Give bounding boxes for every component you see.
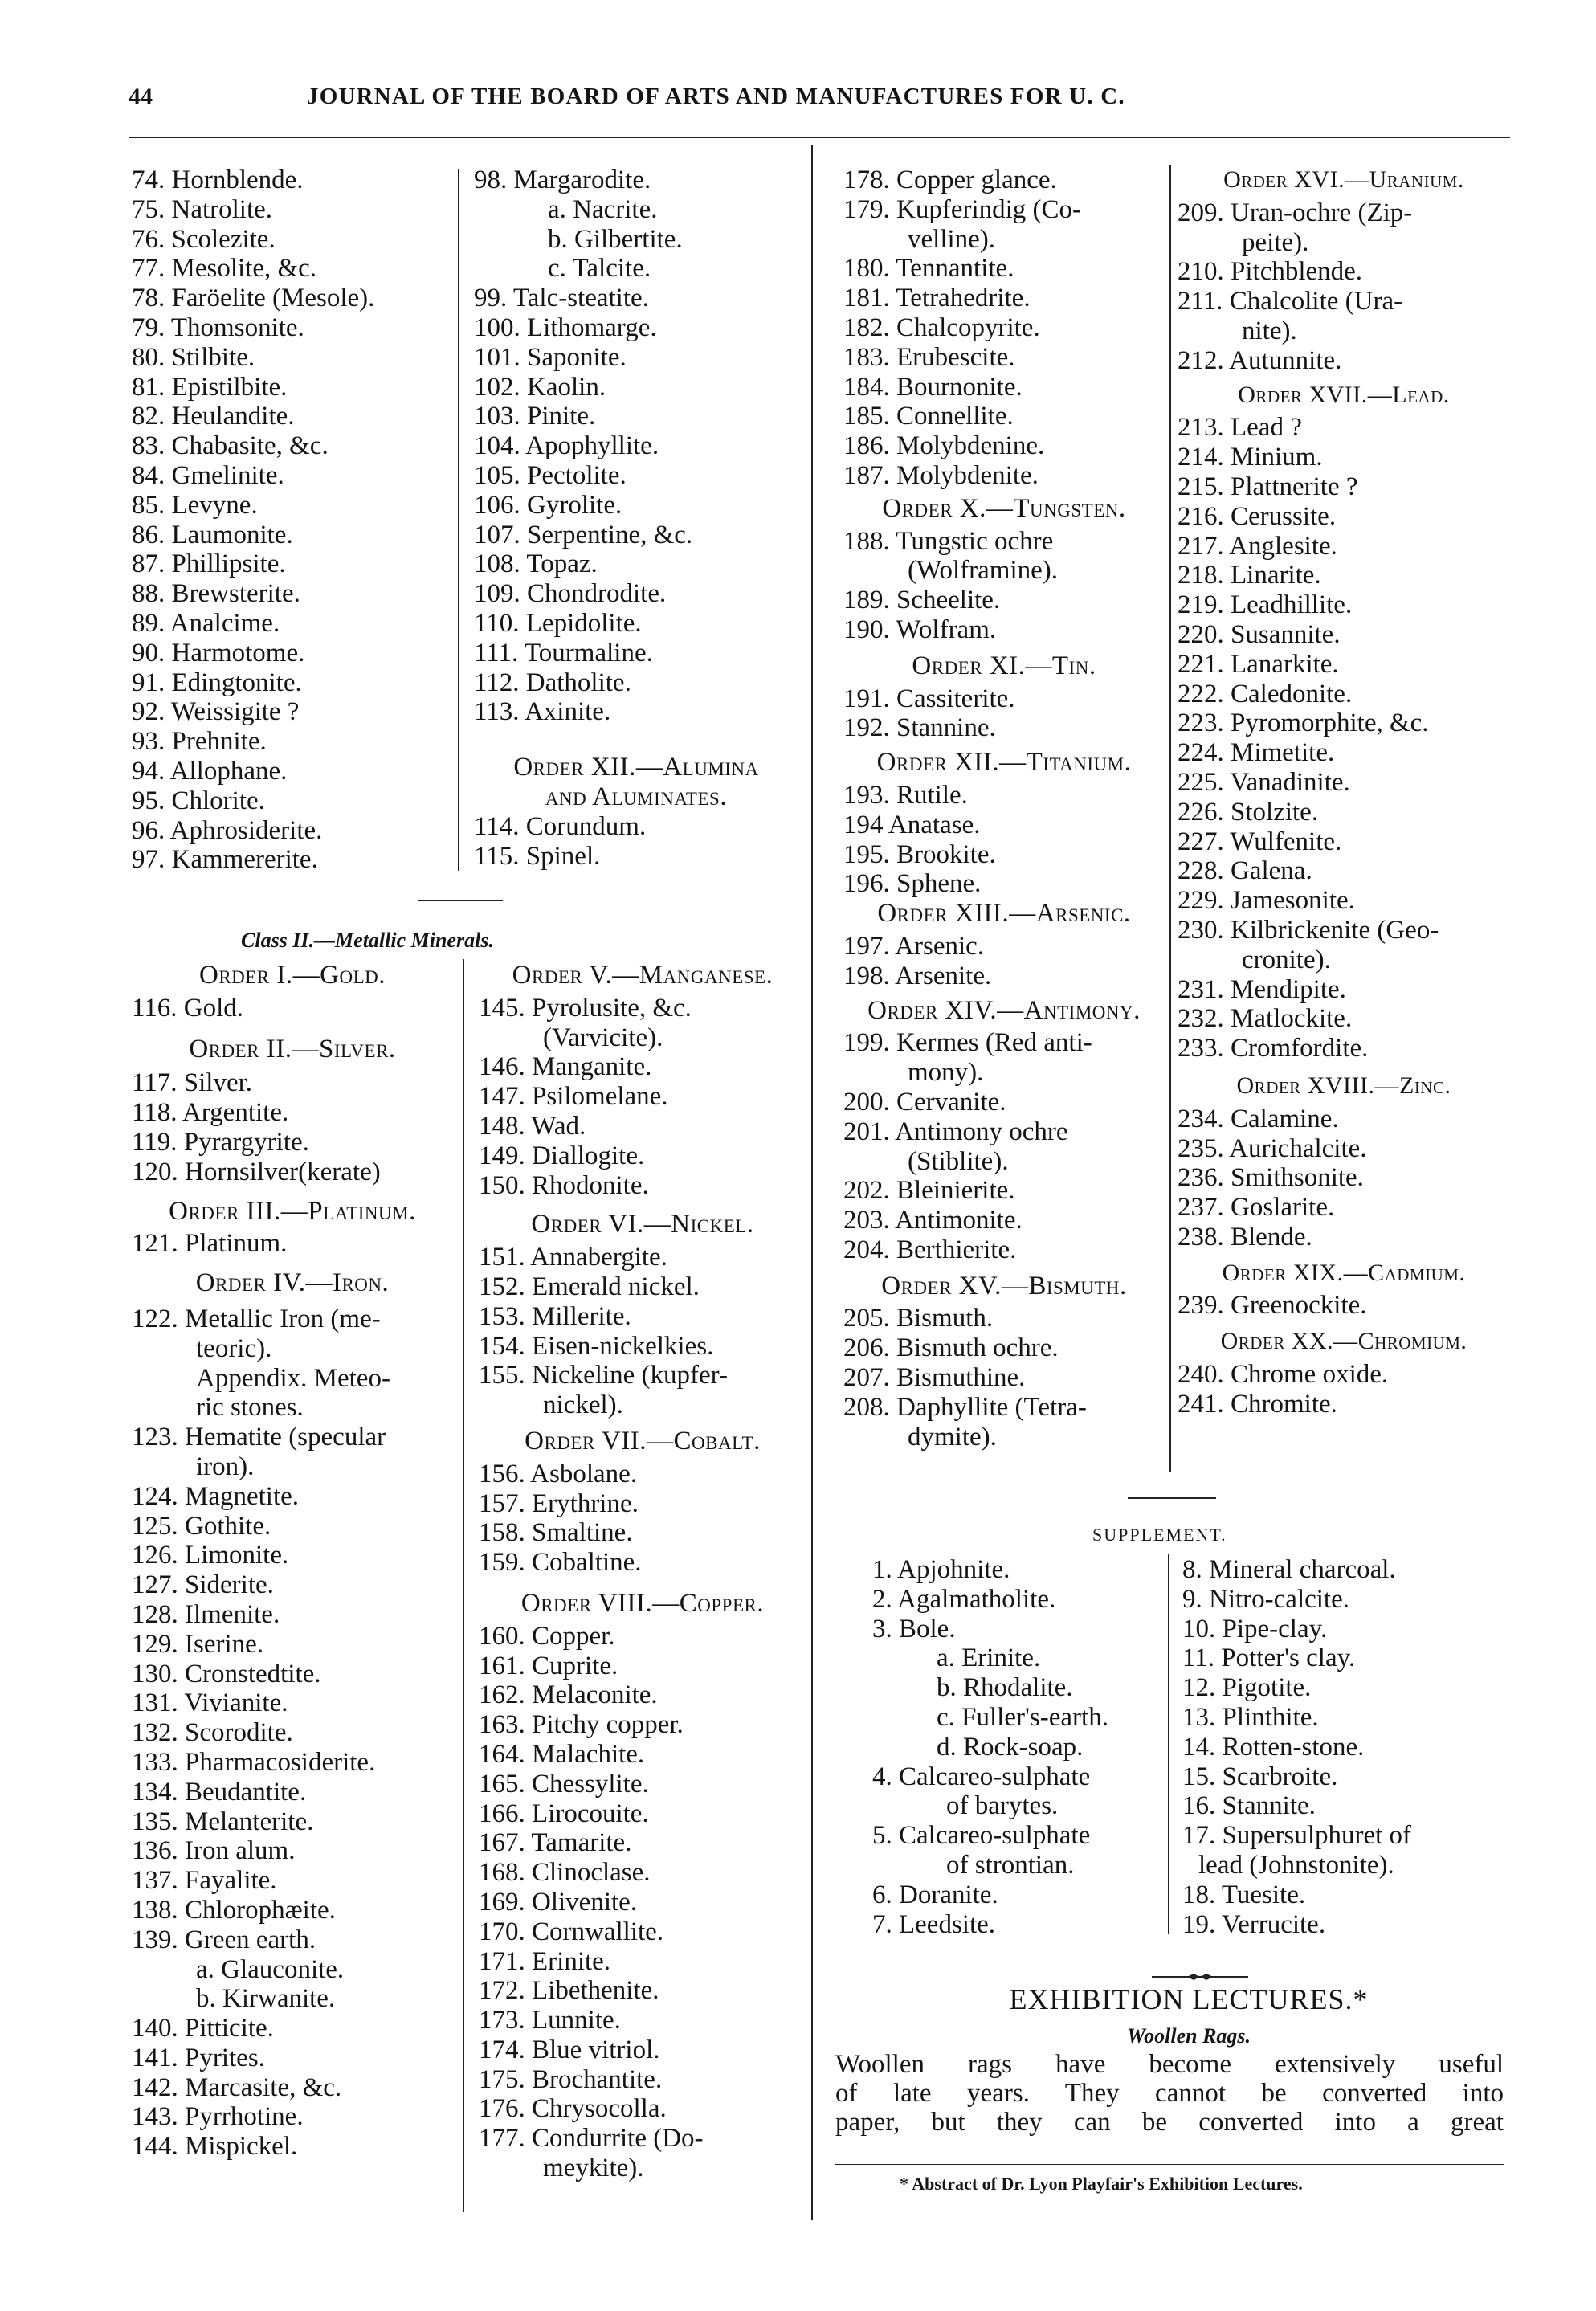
list-item: 155. Nickeline (kupfer- [479,1361,728,1390]
list-item: 149. Diallogite. [479,1141,645,1170]
list-item: 200. Cervanite. [843,1087,1006,1117]
list-item: 79. Thomsonite. [132,312,304,342]
order-heading: Order XI.—Tin. [912,651,1096,680]
order-heading: Order XII.—Titanium. [876,748,1132,778]
list-item: 217. Anglesite. [1178,531,1337,561]
list-item: 140. Pitticite. [132,2014,274,2044]
list-item: 211. Chalcolite (Ura- [1178,287,1403,316]
list-item: 222. Caledonite. [1178,679,1353,708]
list-item: a. Glauconite. [196,1954,345,1984]
list-item: 114. Corundum. [474,811,647,841]
list-item: 6. Doranite. [872,1880,998,1909]
order-heading: Order XIII.—Arsenic. [877,899,1131,929]
list-item: 126. Limonite. [132,1541,289,1570]
list-item: 166. Lirocouite. [479,1799,649,1828]
list-item: cronite). [1242,945,1331,974]
list-item: 9. Nitro-calcite. [1182,1584,1349,1614]
list-item: 133. Pharmacosiderite. [132,1747,376,1777]
list-item: 90. Harmotome. [132,638,305,668]
list-item: 177. Condurrite (Do- [479,2124,704,2154]
list-item: 11. Potter's clay. [1182,1643,1356,1673]
list-item: d. Rock-soap. [937,1732,1084,1762]
list-item: meykite). [543,2154,644,2183]
list-item: 157. Erythrine. [479,1488,639,1518]
journal-title: JOURNAL OF THE BOARD OF ARTS AND MANUFACTURES FOR U. C. [307,84,1125,109]
list-item: 76. Scolezite. [132,224,276,254]
list-item: of strontian. [946,1850,1075,1880]
list-item: 220. Susannite. [1178,619,1341,649]
list-item: 212. Autunnite. [1178,345,1342,375]
list-item: 187. Molybdenite. [843,460,1039,490]
list-item: 143. Pyrrhotine. [132,2102,304,2132]
list-item: 209. Uran-ochre (Zip- [1178,198,1413,227]
list-item: 189. Scheelite. [843,586,1001,615]
list-item: 182. Chalcopyrite. [843,312,1040,342]
list-item: 224. Mimetite. [1178,738,1335,768]
list-item: mony). [908,1058,984,1088]
list-item: 164. Malachite. [479,1739,645,1769]
list-item: 168. Clinoclase. [479,1858,651,1888]
section-rule [418,900,503,901]
list-item: b. Rhodalite. [937,1673,1073,1703]
list-item: 84. Gmelinite. [132,460,284,490]
list-item: 176. Chrysocolla. [479,2094,667,2124]
list-item: 173. Lunnite. [479,2006,621,2035]
order-heading: Order II.—Silver. [189,1034,396,1064]
order-heading: Order XII.—Alumina [513,753,759,782]
list-item: 163. Pitchy copper. [479,1710,684,1740]
list-item: 161. Cuprite. [479,1651,618,1680]
list-item: of barytes. [946,1791,1059,1821]
list-item: 235. Aurichalcite. [1178,1133,1367,1163]
list-item: 226. Stolzite. [1178,797,1319,827]
list-item: 15. Scarbroite. [1182,1762,1338,1791]
list-item: 105. Pectolite. [474,460,627,490]
list-item: 106. Gyrolite. [474,490,622,520]
list-item: 185. Connellite. [843,402,1014,431]
order-heading: Order XVIII.—Zinc. [1236,1072,1451,1099]
list-item: 14. Rotten-stone. [1182,1732,1365,1762]
list-item: 116. Gold. [132,993,244,1023]
list-item: 13. Plinthite. [1182,1702,1319,1732]
list-item: 7. Leedsite. [872,1909,996,1939]
list-item: 117. Silver. [132,1068,253,1098]
list-item: 119. Pyrargyrite. [132,1127,309,1157]
order-heading: Order XV.—Bismuth. [881,1271,1127,1300]
list-item: 5. Calcareo-sulphate [872,1821,1091,1851]
list-item: 184. Bournonite. [843,372,1023,402]
list-item: (Wolframine). [908,556,1059,586]
list-item: 175. Brochantite. [479,2064,663,2094]
column-5 [843,165,1165,1452]
list-item: ric stones. [196,1393,304,1423]
list-item: 74. Hornblende. [132,165,304,194]
order-heading: Order I.—Gold. [198,961,386,990]
list-item: 103. Pinite. [474,402,596,431]
footnote-rule [835,2164,1504,2165]
list-item: 225. Vanadinite. [1178,767,1350,797]
list-item: b. Gilbertite. [548,224,683,254]
list-item: 83. Chabasite, &c. [132,431,329,461]
list-item: 16. Stannite. [1182,1791,1316,1821]
list-item: 86. Laumonite. [132,520,293,549]
list-item: 202. Bleinierite. [843,1176,1015,1206]
list-item: 237. Goslarite. [1178,1193,1335,1223]
list-item: 206. Bismuth ochre. [843,1333,1059,1363]
list-item: 109. Chondrodite. [474,579,667,609]
list-item: velline). [908,224,996,254]
list-item: 219. Leadhillite. [1178,590,1353,620]
list-item: 82. Heulandite. [132,402,295,431]
list-item: 228. Galena. [1178,856,1312,886]
list-item: 94. Allophane. [132,756,288,786]
page-header [129,84,1365,119]
list-item: nickel). [543,1390,623,1420]
header-rule [129,137,1510,138]
list-item: 218. Linarite. [1178,561,1321,590]
list-item: 2. Agalmatholite. [872,1584,1056,1614]
order-heading: Order VIII.—Copper. [520,1588,765,1618]
list-item: 92. Weissigite ? [132,697,300,727]
list-item: 104. Apophyllite. [474,431,659,461]
list-item: 99. Talc-steatite. [474,284,649,313]
list-item: 205. Bismuth. [843,1304,994,1333]
list-item: 77. Mesolite, &c. [132,254,317,284]
list-item: 231. Mendipite. [1178,974,1346,1004]
list-item: 96. Aphrosiderite. [132,815,323,845]
list-item: 130. Cronstedtite. [132,1659,321,1688]
list-item: 192. Stannine. [843,713,996,743]
list-item: 203. Antimonite. [843,1206,1023,1235]
list-item: lead (Johnstonite). [1198,1850,1394,1880]
column-2 [474,165,798,871]
list-item: 102. Kaolin. [474,372,606,402]
list-item: 120. Hornsilver(kerate) [132,1157,381,1186]
list-item: 115. Spinel. [474,841,601,871]
column-6 [1178,165,1510,1419]
list-item: 95. Chlorite. [132,786,265,815]
list-item: 160. Copper. [479,1621,615,1651]
list-item: 97. Kammererite. [132,845,318,875]
list-item: 152. Emerald nickel. [479,1272,700,1301]
list-item: 233. Cromfordite. [1178,1034,1369,1064]
list-item: (Stiblite). [908,1146,1009,1176]
list-item: 145. Pyrolusite, &c. [479,993,692,1023]
list-item: 156. Asbolane. [479,1459,638,1488]
list-item: 207. Bismuthine. [843,1363,1026,1393]
list-item: 98. Margarodite. [474,165,651,194]
list-item: 241. Chromite. [1178,1389,1337,1419]
list-item: 169. Olivenite. [479,1887,638,1917]
lectures-paragraph [835,2050,1504,2137]
list-item: 123. Hematite (specular [132,1423,386,1452]
lectures-subheading: Woollen Rags. [1126,2024,1251,2048]
list-item: 195. Brookite. [843,839,996,869]
order-heading: Order XVI.—Uranium. [1223,166,1464,193]
class-heading: Class II.—Metallic Minerals. [241,929,494,952]
list-item: 127. Siderite. [132,1570,274,1600]
order-heading: Order VII.—Cobalt. [525,1426,761,1456]
list-item: 10. Pipe-clay. [1182,1614,1328,1643]
list-item: 178. Copper glance. [843,165,1057,194]
list-item: 122. Metallic Iron (me- [132,1304,381,1333]
list-item: 232. Matlockite. [1178,1004,1353,1034]
column-divider [458,169,459,871]
list-item: 135. Melanterite. [132,1807,314,1836]
list-item: 121. Platinum. [132,1229,288,1259]
list-item: a. Nacrite. [548,194,658,224]
list-item: 18. Tuesite. [1182,1880,1306,1909]
list-item: 113. Axinite. [474,697,611,727]
list-item: 125. Gothite. [132,1511,271,1541]
list-item: peite). [1242,227,1309,257]
list-item: 100. Lithomarge. [474,312,657,342]
order-heading: Order X.—Tungsten. [882,493,1126,523]
column-divider [1169,165,1171,1472]
list-item: 91. Edingtonite. [132,668,302,697]
order-heading: Order XIV.—Antimony. [867,995,1141,1025]
list-item: 238. Blende. [1178,1222,1312,1251]
list-item: 234. Calamine. [1178,1104,1339,1133]
column-divider [463,959,464,2212]
supplement-title: SUPPLEMENT. [1092,1525,1227,1545]
list-item: 139. Green earth. [132,1925,316,1954]
list-item: 78. Faröelite (Mesole). [132,284,375,313]
list-item: 134. Beudantite. [132,1777,307,1807]
list-item: a. Erinite. [937,1643,1041,1673]
list-item: 136. Iron alum. [132,1836,296,1866]
list-item: 128. Ilmenite. [132,1599,280,1629]
column-divider [811,145,813,2220]
list-item: 223. Pyromorphite, &c. [1178,708,1429,738]
list-item: 171. Erinite. [479,1946,611,1976]
list-item: 215. Plattnerite ? [1178,472,1358,501]
list-item: teoric). [196,1333,272,1363]
order-heading: Order XVII.—Lead. [1238,381,1450,408]
list-item: 158. Smaltine. [479,1518,633,1548]
list-item: 80. Stilbite. [132,342,255,372]
paragraph-line: paper, but they can be converted into a great [835,2108,1504,2137]
list-item: 201. Antimony ochre [843,1117,1068,1146]
column-divider [1168,1554,1169,1934]
list-item: 142. Marcasite, &c. [132,2072,342,2102]
list-item: 221. Lanarkite. [1178,649,1339,679]
list-item: 188. Tungstic ochre [843,526,1054,556]
list-item: 141. Pyrites. [132,2043,265,2072]
list-item: 190. Wolfram. [843,614,997,644]
list-item: 150. Rhodonite. [479,1170,649,1200]
list-item: 172. Libethenite. [479,1976,659,2006]
list-item: 216. Cerussite. [1178,501,1337,531]
list-item: 167. Tamarite. [479,1828,632,1858]
list-item: 239. Greenockite. [1178,1291,1367,1321]
list-item: 129. Iserine. [132,1629,264,1659]
list-item: 75. Natrolite. [132,194,273,224]
list-item: 138. Chlorophæite. [132,1895,336,1925]
order-heading: Order III.—Platinum. [169,1196,416,1226]
list-item: 180. Tennantite. [843,254,1014,284]
list-item: 199. Kermes (Red anti- [843,1028,1092,1058]
list-item: 111. Tourmaline. [474,638,653,668]
list-item: 214. Minium. [1178,443,1323,472]
list-item: 110. Lepidolite. [474,608,642,638]
supplement-right [1182,1555,1510,1939]
list-item: 154. Eisen-nickelkies. [479,1331,714,1361]
list-item: 181. Tetrahedrite. [843,284,1031,313]
list-item: 12. Pigotite. [1182,1673,1312,1703]
order-heading: Order XIX.—Cadmium. [1222,1259,1466,1286]
list-item: 101. Saponite. [474,342,627,372]
list-item: 148. Wad. [479,1111,586,1141]
column-3 [132,961,453,2162]
list-item: 193. Rutile. [843,780,968,810]
list-item: 208. Daphyllite (Tetra- [843,1392,1087,1422]
list-item: 227. Wulfenite. [1178,827,1342,856]
list-item: 230. Kilbrickenite (Geo- [1178,915,1439,945]
list-item: 170. Cornwallite. [479,1917,664,1946]
list-item: 204. Berthierite. [843,1235,1017,1264]
list-item: c. Fuller's-earth. [937,1702,1108,1732]
list-item: 174. Blue vitriol. [479,2035,660,2064]
list-item: 183. Erubescite. [843,342,1015,372]
list-item: 229. Jamesonite. [1178,886,1355,916]
list-item: 118. Argentite. [132,1098,289,1128]
paragraph-line: of late years. They cannot be converted into [835,2079,1504,2108]
order-heading: Order XX.—Chromium. [1220,1328,1467,1355]
column-4 [479,961,806,2183]
list-item: 85. Levyne. [132,490,258,520]
list-item: 137. Fayalite. [132,1866,277,1896]
paragraph-line: Woollen rags have become extensively useful [835,2050,1504,2079]
list-item: 147. Psilomelane. [479,1082,668,1112]
list-item: nite). [1242,316,1297,345]
order-heading: and Aluminates. [545,782,728,811]
list-item: 198. Arsenite. [843,961,992,990]
list-item: 19. Verrucite. [1182,1909,1326,1939]
list-item: 210. Pitchblende. [1178,257,1363,287]
order-heading: Order IV.—Iron. [195,1268,390,1298]
list-item: 197. Arsenic. [843,931,985,961]
list-item: 194 Anatase. [843,810,981,839]
list-item: 213. Lead ? [1178,413,1302,443]
list-item: 17. Supersulphuret of [1182,1821,1412,1851]
list-item: 87. Phillipsite. [132,549,286,579]
list-item: 240. Chrome oxide. [1178,1360,1389,1390]
list-item: 4. Calcareo-sulphate [872,1762,1091,1791]
list-item: Appendix. Meteo- [196,1363,390,1393]
list-item: 108. Topaz. [474,549,598,579]
column-1 [132,165,374,875]
list-item: 153. Millerite. [479,1301,631,1331]
list-item: 196. Sphene. [843,869,982,899]
list-item: 81. Epistilbite. [132,372,288,402]
section-rule [1128,1497,1216,1499]
list-item: 107. Serpentine, &c. [474,520,693,549]
list-item: 88. Brewsterite. [132,579,300,609]
list-item: 112. Datholite. [474,668,631,697]
list-item: 162. Melaconite. [479,1680,658,1710]
list-item: (Varvicite). [543,1023,663,1052]
page-number: 44 [129,84,153,110]
list-item: 3. Bole. [872,1614,956,1643]
list-item: 132. Scorodite. [132,1718,293,1748]
list-item: c. Talcite. [548,254,651,284]
supplement-left [872,1555,1161,1939]
list-item: 1. Apjohnite. [872,1555,1010,1584]
footnote: * Abstract of Dr. Lyon Playfair's Exhibition Lectures. [900,2174,1303,2194]
list-item: 144. Mispickel. [132,2132,298,2162]
order-heading: Order VI.—Nickel. [531,1210,754,1239]
list-item: 89. Analcime. [132,608,280,638]
list-item: 179. Kupferindig (Co- [843,194,1082,224]
list-item: b. Kirwanite. [196,1984,336,2014]
lectures-heading: EXHIBITION LECTURES.* [1009,1983,1369,2015]
list-item: 8. Mineral charcoal. [1182,1555,1396,1584]
list-item: 93. Prehnite. [132,727,267,757]
list-item: 146. Manganite. [479,1052,652,1082]
list-item: dymite). [908,1422,997,1452]
list-item: 131. Vivianite. [132,1688,288,1718]
list-item: 165. Chessylite. [479,1769,649,1799]
list-item: 124. Magnetite. [132,1481,300,1511]
list-item: 191. Cassiterite. [843,684,1015,713]
list-item: 186. Molybdenine. [843,431,1045,461]
order-heading: Order V.—Manganese. [512,961,774,990]
list-item: iron). [196,1452,255,1481]
list-item: 151. Annabergite. [479,1243,667,1272]
list-item: 236. Smithsonite. [1178,1163,1364,1193]
list-item: 159. Cobaltine. [479,1548,642,1578]
